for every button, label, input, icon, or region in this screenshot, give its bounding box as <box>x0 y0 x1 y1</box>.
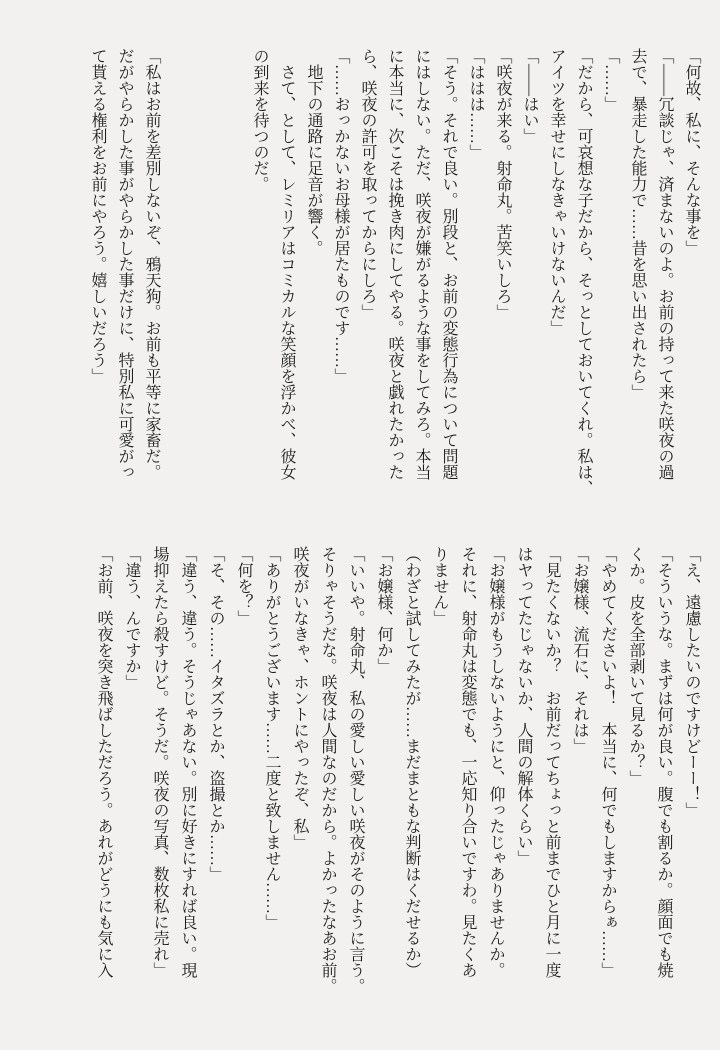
text-line: の到来を待つのだ。 <box>251 48 268 192</box>
text-line: 「え、遠慮したいのですけどーー！」 <box>683 546 700 818</box>
blank-line <box>219 48 246 528</box>
bottom-text-passage <box>89 546 705 1026</box>
text-line: 「――冗談じゃ、済まないのよ。お前の持って来た咲夜の過 <box>656 48 673 480</box>
text-line: 咲夜がいなきゃ、ホントにやったぞ、私」 <box>291 546 308 850</box>
text-line: て貰える権利をお前にやろう。嬉しいだろう」 <box>89 48 106 384</box>
text-line: 去で、暴走した能力で……昔を思い出されたら」 <box>629 48 646 400</box>
text-line: 「いいや。射命丸、私の愛しい愛しい咲夜がそのように言う。 <box>347 546 364 994</box>
text-line: にはしない。ただ、咲夜が嫌がるような事をしてみろ。本当 <box>413 48 430 480</box>
text-line: 「私はお前を差別しないぞ、鴉天狗。お前も平等に家畜だ。 <box>143 48 160 480</box>
text-line: 「ははは……」 <box>467 48 484 160</box>
text-line: 「そ、その……イタズラとか、盗撮とか……」 <box>207 546 224 882</box>
text-line: りません」 <box>431 546 448 626</box>
text-line: さて、として、レミリアはコミカルな笑顔を浮かべ、彼女 <box>278 48 295 480</box>
text-line: くか。皮を全部剥いて見るか？」 <box>627 546 644 786</box>
text-line: 「やめてくださいよ！ 本当に、何でもしますからぁ……」 <box>599 546 616 978</box>
text-line: 「――はい」 <box>521 48 538 144</box>
text-line: 「違う、違う。そうじゃあない。別に好きにすれば良い。現 <box>179 546 196 978</box>
text-line: それに、射命丸は変態でも、一応知り合いですわ。見たくあ <box>459 546 476 978</box>
text-line: 地下の通路に足音が響く。 <box>305 48 322 256</box>
text-line: 「……おっかないお母様が居たものです……」 <box>332 48 349 384</box>
text-line: そりゃそうだな。咲夜は人間なのだから。よかったなあお前。 <box>319 546 336 994</box>
text-line: ら、咲夜の許可を取ってからにしろ」 <box>359 48 376 320</box>
text-line: 「何を？」 <box>235 546 252 626</box>
top-text-passage <box>84 48 705 528</box>
text-line: 「そういうな。まずは何が良い。腹でも割るか。顔面でも焼 <box>655 546 672 978</box>
text-line: 「違う、んですか」 <box>123 546 140 690</box>
text-line: 「そう。それで良い。別段と、お前の変態行為について問題 <box>440 48 457 480</box>
blank-line <box>165 48 192 528</box>
text-line: 「咲夜が来る。射命丸。苦笑いしろ」 <box>494 48 511 320</box>
text-line: はヤってたじゃないか、人間の解体くらい」 <box>515 546 532 866</box>
text-line: 「だから、可哀想な子だから、そっとしておいてくれ。私は、 <box>575 48 592 496</box>
text-line: に本当に、次こそは挽き肉にしてやる。咲夜と戯れたかった <box>386 48 403 480</box>
text-line: 「お嬢様、流石に、それは」 <box>571 546 588 754</box>
text-line: 「お嬢様がもうしないようにと、仰ったじゃありませんか。 <box>487 546 504 978</box>
blank-line <box>192 48 219 528</box>
text-line: アイツを幸せにしなきゃいけないんだ」 <box>548 48 565 336</box>
text-line: （わざと試してみたが……まだまともな判断はくだせるか） <box>403 546 420 978</box>
text-line: 「……」 <box>602 48 619 112</box>
text-line: だがやらかした事がやらかした事だけに、特別私に可愛がっ <box>116 48 133 480</box>
text-line: 「何故、私に、そんな事を」 <box>683 48 700 256</box>
text-line: 「見たくないか？ お前だってちょっと前までひと月に一度 <box>543 546 560 978</box>
text-line: 「ありがとうございます……二度と致しません……」 <box>263 546 280 930</box>
text-line: 「お前、咲夜を突き飛ばしただろう。あれがどうにも気に入 <box>95 546 112 978</box>
text-line: 場抑えたら殺すけど。そうだ。咲夜の写真、数枚私に売れ」 <box>151 546 168 978</box>
text-line: 「お嬢様、何か」 <box>375 546 392 674</box>
